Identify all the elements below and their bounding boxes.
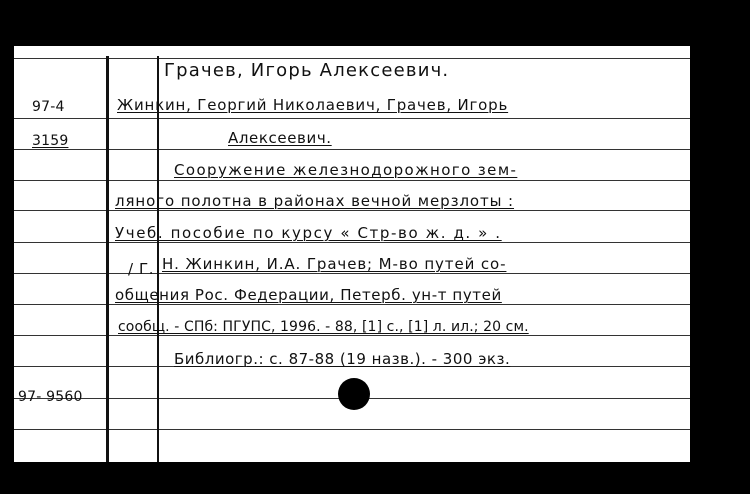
title-line-1: Сооружение железнодорожного зем- [174, 161, 518, 179]
ruled-line [14, 429, 690, 430]
ruled-line [14, 210, 690, 211]
ruled-line [14, 304, 690, 305]
bottom-code: 97- 9560 [18, 389, 83, 405]
responsibility-line-1: Н. Жинкин, И.А. Грачев; М-во путей со- [162, 255, 507, 273]
card-heading: Грачев, Игорь Алексеевич. [164, 60, 450, 81]
margin-line-left [106, 56, 109, 462]
catalog-card [14, 46, 690, 462]
ruled-line [14, 273, 690, 274]
imprint-line: сообщ. - СПб: ПГУПС, 1996. - 88, [1] с., [1] л. ил.; 20 см. [118, 319, 529, 335]
title-line-2: ляного полотна в районах вечной мерзлоты : [115, 192, 515, 210]
bibliography-line: Библиогр.: с. 87-88 (19 назв.). - 300 экз. [174, 350, 511, 368]
slash-mark: / Г. [128, 260, 155, 278]
responsibility-line-2: общения Рос. Федерации, Петерб. ун-т путей [115, 286, 502, 304]
shelf-code: 97-4 [32, 99, 65, 115]
ruled-line [14, 180, 690, 181]
inventory-number: 3159 [32, 133, 69, 149]
ruled-line [14, 149, 690, 150]
ruled-line [14, 58, 690, 59]
authors-line: Жинкин, Георгий Николаевич, Грачев, Игорь [117, 96, 509, 114]
ruled-line [14, 118, 690, 119]
margin-line-right [157, 56, 159, 462]
authors-continuation: Алексеевич. [228, 129, 332, 147]
title-line-3: Учеб. пособие по курсу « Стр-во ж. д. » . [115, 224, 502, 242]
punch-hole [338, 378, 370, 410]
ruled-line [14, 242, 690, 243]
ruled-line [14, 335, 690, 336]
